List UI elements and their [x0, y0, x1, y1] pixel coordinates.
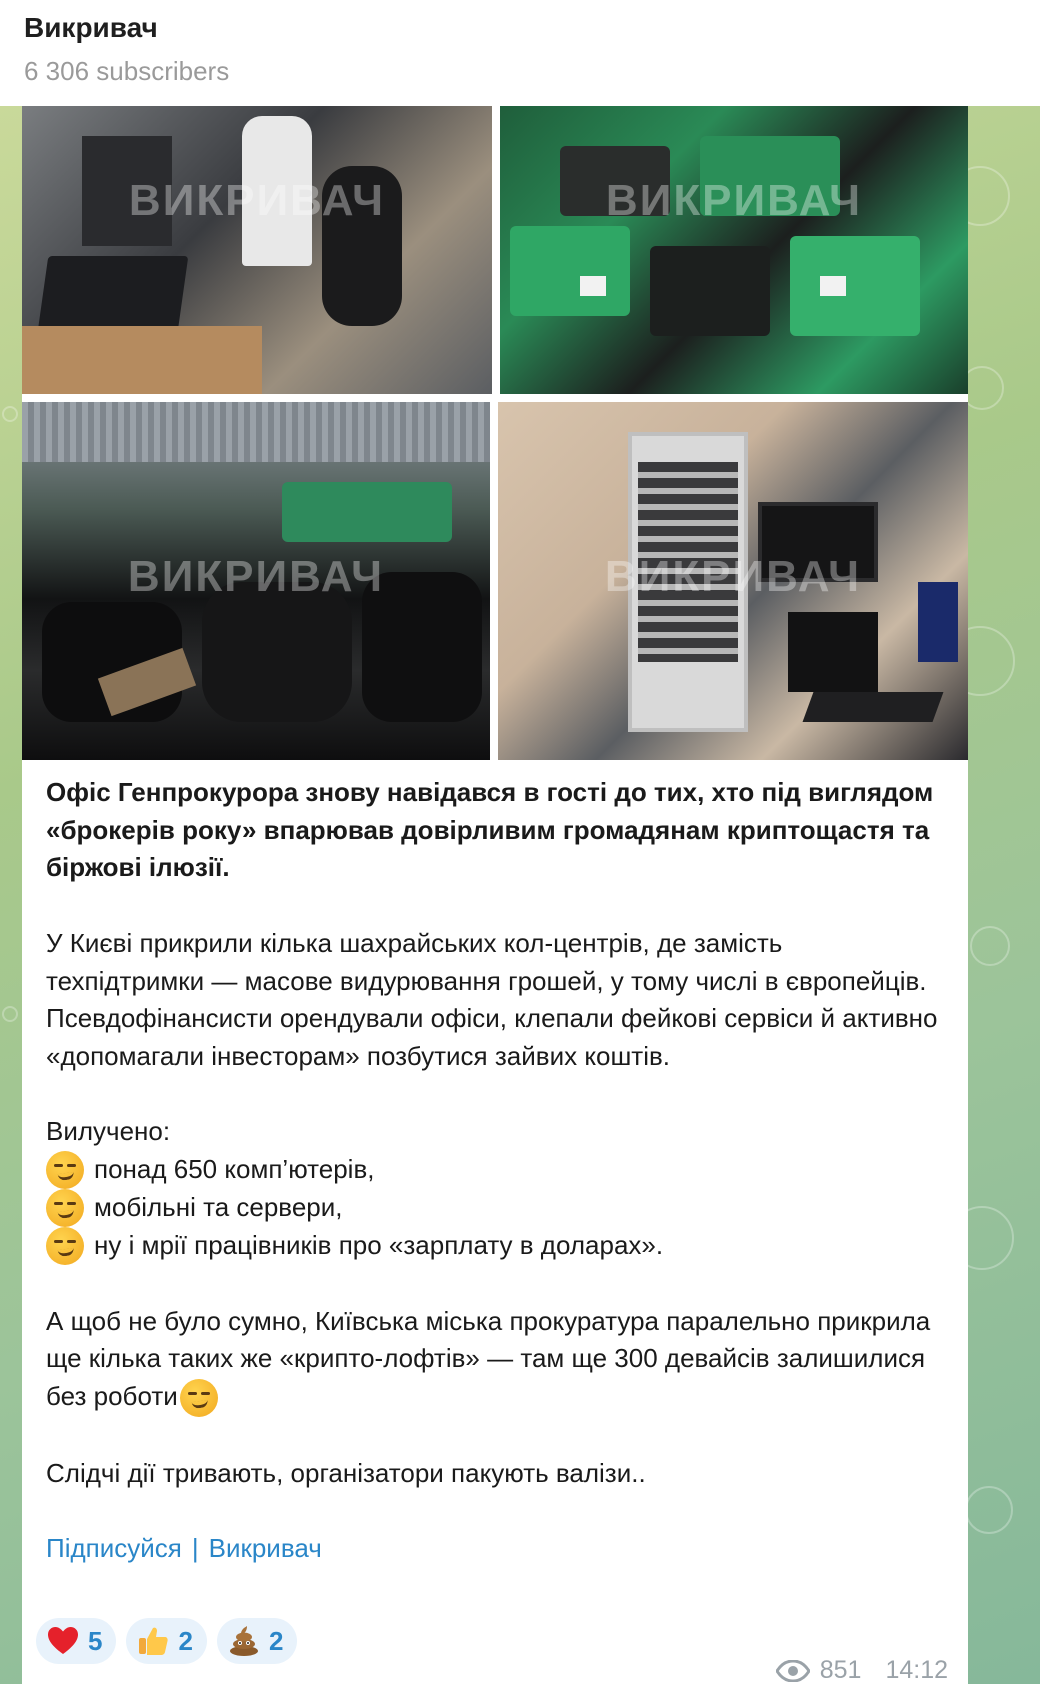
post-paragraph-2 [46, 1303, 946, 1418]
subscribe-link[interactable]: Підписуйся [46, 1533, 182, 1564]
list-item [46, 1151, 946, 1189]
smirk-emoji-icon [46, 1227, 84, 1265]
reaction-poop[interactable] [217, 1618, 297, 1664]
list-item-text: понад 650 комп’ютерів, [94, 1154, 375, 1185]
poop-icon [227, 1624, 261, 1658]
post-paragraph-3: Слідчі дії тривають, організатори пакують валізи.. [46, 1457, 646, 1488]
subscriber-count: 6 306 subscribers [24, 56, 230, 86]
reaction-count: 5 [88, 1625, 103, 1656]
list-item [46, 1227, 946, 1265]
post-paragraph-2-text: А щоб не було сумно, Київська міська прокуратура паралельно прикрила ще кілька таких же «крипто-лофтів» — там ще 300 девайсів залишилися без роботи [46, 1305, 931, 1412]
view-count: 851 [819, 1656, 862, 1684]
smirk-emoji-icon [46, 1151, 84, 1189]
thumbs-up-icon [136, 1624, 170, 1658]
list-item [46, 1189, 946, 1227]
reaction-count: 2 [178, 1625, 193, 1656]
post-links [46, 1530, 946, 1568]
watermark: ВИКРИВАЧ [605, 176, 863, 225]
post-time: 14:12 [885, 1656, 948, 1684]
post-headline: Офіс Генпрокурора знову навідався в гості до тих, хто під виглядом «брокерів року» впарював довірливим громадянам криптощастя та біржові ілюзії. [46, 777, 934, 883]
reaction-count: 2 [268, 1625, 284, 1656]
channel-link[interactable]: Викривач [208, 1533, 322, 1564]
seized-label: Вилучено: [46, 1116, 171, 1147]
channel-post [22, 106, 968, 1684]
smirk-emoji-icon [180, 1379, 218, 1417]
heart-icon [46, 1624, 80, 1658]
reaction-thumbs-up[interactable] [126, 1618, 206, 1664]
post-text [46, 774, 946, 1568]
seized-list [46, 1113, 946, 1265]
post-meta [776, 1656, 948, 1684]
photo-album[interactable] [22, 106, 968, 760]
post-paragraph-1: У Києві прикрили кілька шахрайських кол-центрів, де замість техпідтримки — масове видурювання грошей, у тому числі в європейців. Псевдофінансисти орендували офіси, клепали фейкові сервіси й активно «допомагали інвесторам» позбутися зайвих коштів. [46, 927, 938, 1071]
warehouse-bags-photo[interactable] [22, 402, 490, 760]
reactions-bar [36, 1618, 297, 1664]
reaction-heart[interactable] [36, 1618, 116, 1664]
office-desks-photo[interactable] [22, 106, 492, 394]
watermark: ВИКРИВАЧ [128, 176, 386, 225]
watermark: ВИКРИВАЧ [127, 552, 385, 601]
smirk-emoji-icon [46, 1189, 84, 1227]
link-separator: | [191, 1533, 199, 1564]
list-item-text: ну і мрії працівників про «зарплату в доларах». [94, 1230, 664, 1261]
watermark: ВИКРИВАЧ [604, 552, 862, 601]
wrapped-boxes-photo[interactable] [500, 106, 968, 394]
channel-title[interactable]: Викривач [24, 12, 158, 43]
channel-header[interactable] [0, 0, 1040, 106]
server-rack-photo[interactable] [498, 402, 968, 760]
list-item-text: мобільні та сервери, [94, 1192, 343, 1223]
eye-icon [776, 1660, 810, 1682]
